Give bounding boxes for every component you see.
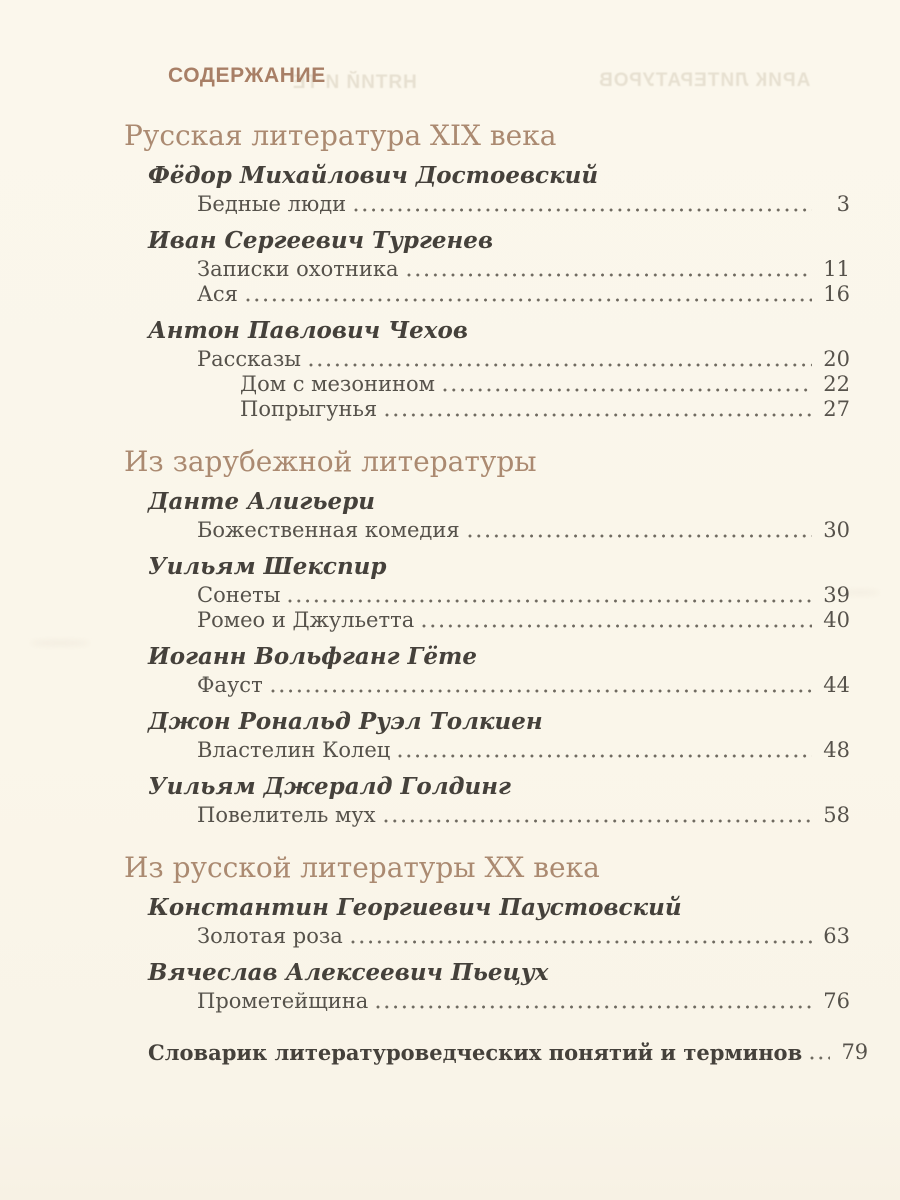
showthrough-text-left: НЯТИЙ И ТЕ [292, 72, 417, 93]
toc-entry [197, 583, 850, 608]
author-group [124, 553, 850, 633]
page-number: 58 [823, 803, 850, 827]
section-heading: Из русской литературы XX века [124, 851, 600, 884]
page-number: 16 [823, 282, 850, 306]
work-title: Бедные люди [197, 192, 347, 216]
dot-leader [246, 298, 812, 302]
work-title: Ася [197, 282, 238, 306]
dot-leader [354, 208, 812, 212]
work-title: Прометейщина [197, 989, 369, 1013]
author-name: Уильям Джералд Голдинг [148, 773, 511, 800]
toc-entry [197, 924, 850, 949]
dot-leader [443, 388, 812, 392]
dot-leader [810, 1056, 830, 1060]
toc-entry [197, 192, 850, 217]
page-number: 39 [823, 583, 850, 607]
author-group [124, 162, 850, 217]
page-number: 44 [823, 673, 850, 697]
toc-entry [197, 518, 850, 543]
toc-section [124, 852, 850, 1014]
author-name: Вячеслав Алексеевич Пьецух [148, 959, 549, 986]
toc-entry [197, 989, 850, 1014]
page-number: 79 [841, 1040, 869, 1064]
work-title: Божественная комедия [197, 518, 460, 542]
author-name: Джон Рональд Руэл Толкиен [148, 708, 543, 735]
toc-entry [240, 397, 850, 422]
work-title: Ромео и Джульетта [197, 608, 415, 632]
dot-leader [407, 273, 812, 277]
work-title: Сонеты [197, 583, 281, 607]
author-name: Иоганн Вольфганг Гёте [148, 643, 478, 670]
author-group [124, 317, 850, 422]
glossary-title: Словарик литературоведческих понятий и терминов [148, 1040, 803, 1065]
toc-entry [197, 803, 850, 828]
author-group [124, 643, 850, 698]
author-name: Уильям Шекспир [148, 553, 387, 580]
author-group [124, 959, 850, 1014]
dot-leader [309, 363, 812, 367]
work-title: Дом с мезонином [240, 372, 435, 396]
page-number: 20 [823, 347, 850, 371]
work-title: Рассказы [197, 347, 301, 371]
page-number: 3 [836, 192, 850, 216]
author-group [124, 773, 850, 828]
toc-section [124, 446, 850, 828]
toc-entry [148, 1040, 869, 1065]
toc-entry [240, 372, 850, 397]
scan-smudge [30, 640, 90, 646]
author-group [124, 708, 850, 763]
author-group [124, 894, 850, 949]
section-heading: Русская литература XIX века [124, 119, 557, 152]
toc-entry [197, 347, 850, 372]
work-title: Попрыгунья [240, 397, 378, 421]
toc-entry [197, 257, 850, 282]
showthrough-text-right: АРИК ЛИТЕРАТУРОВ [598, 70, 811, 91]
toc-entry [197, 738, 850, 763]
dot-leader [468, 534, 812, 538]
toc-entry [197, 282, 850, 307]
page-number: 76 [823, 989, 850, 1013]
dot-leader [422, 624, 812, 628]
page-number: 48 [823, 738, 850, 762]
work-title: Золотая роза [197, 924, 343, 948]
toc-entry [197, 673, 850, 698]
page-number: 27 [823, 397, 850, 421]
page-title: СОДЕРЖАНИЕ [168, 64, 326, 87]
author-name: Иван Сергеевич Тургенев [148, 227, 494, 254]
author-name: Данте Алигьери [148, 488, 375, 515]
toc-entry [197, 608, 850, 633]
page-number: 63 [823, 924, 850, 948]
page-number: 40 [823, 608, 850, 632]
work-title: Властелин Колец [197, 738, 391, 762]
page-number: 30 [823, 518, 850, 542]
glossary-entry [124, 1040, 869, 1065]
page-number: 22 [823, 372, 850, 396]
author-group [124, 488, 850, 543]
work-title: Повелитель мух [197, 803, 376, 827]
author-name: Фёдор Михайлович Достоевский [148, 162, 599, 189]
work-title: Фауст [197, 673, 263, 697]
dot-leader [398, 754, 812, 758]
dot-leader [271, 689, 812, 693]
work-title: Записки охотника [197, 257, 399, 281]
dot-leader [288, 599, 812, 603]
author-name: Антон Павлович Чехов [148, 317, 468, 344]
dot-leader [376, 1005, 812, 1009]
author-name: Константин Георгиевич Паустовский [148, 894, 682, 921]
toc-content [124, 64, 869, 1065]
author-group [124, 227, 850, 307]
page-number: 11 [823, 257, 850, 281]
dot-leader [385, 413, 812, 417]
toc-section [124, 120, 850, 422]
dot-leader [384, 819, 812, 823]
section-heading: Из зарубежной литературы [124, 445, 537, 478]
dot-leader [351, 940, 812, 944]
